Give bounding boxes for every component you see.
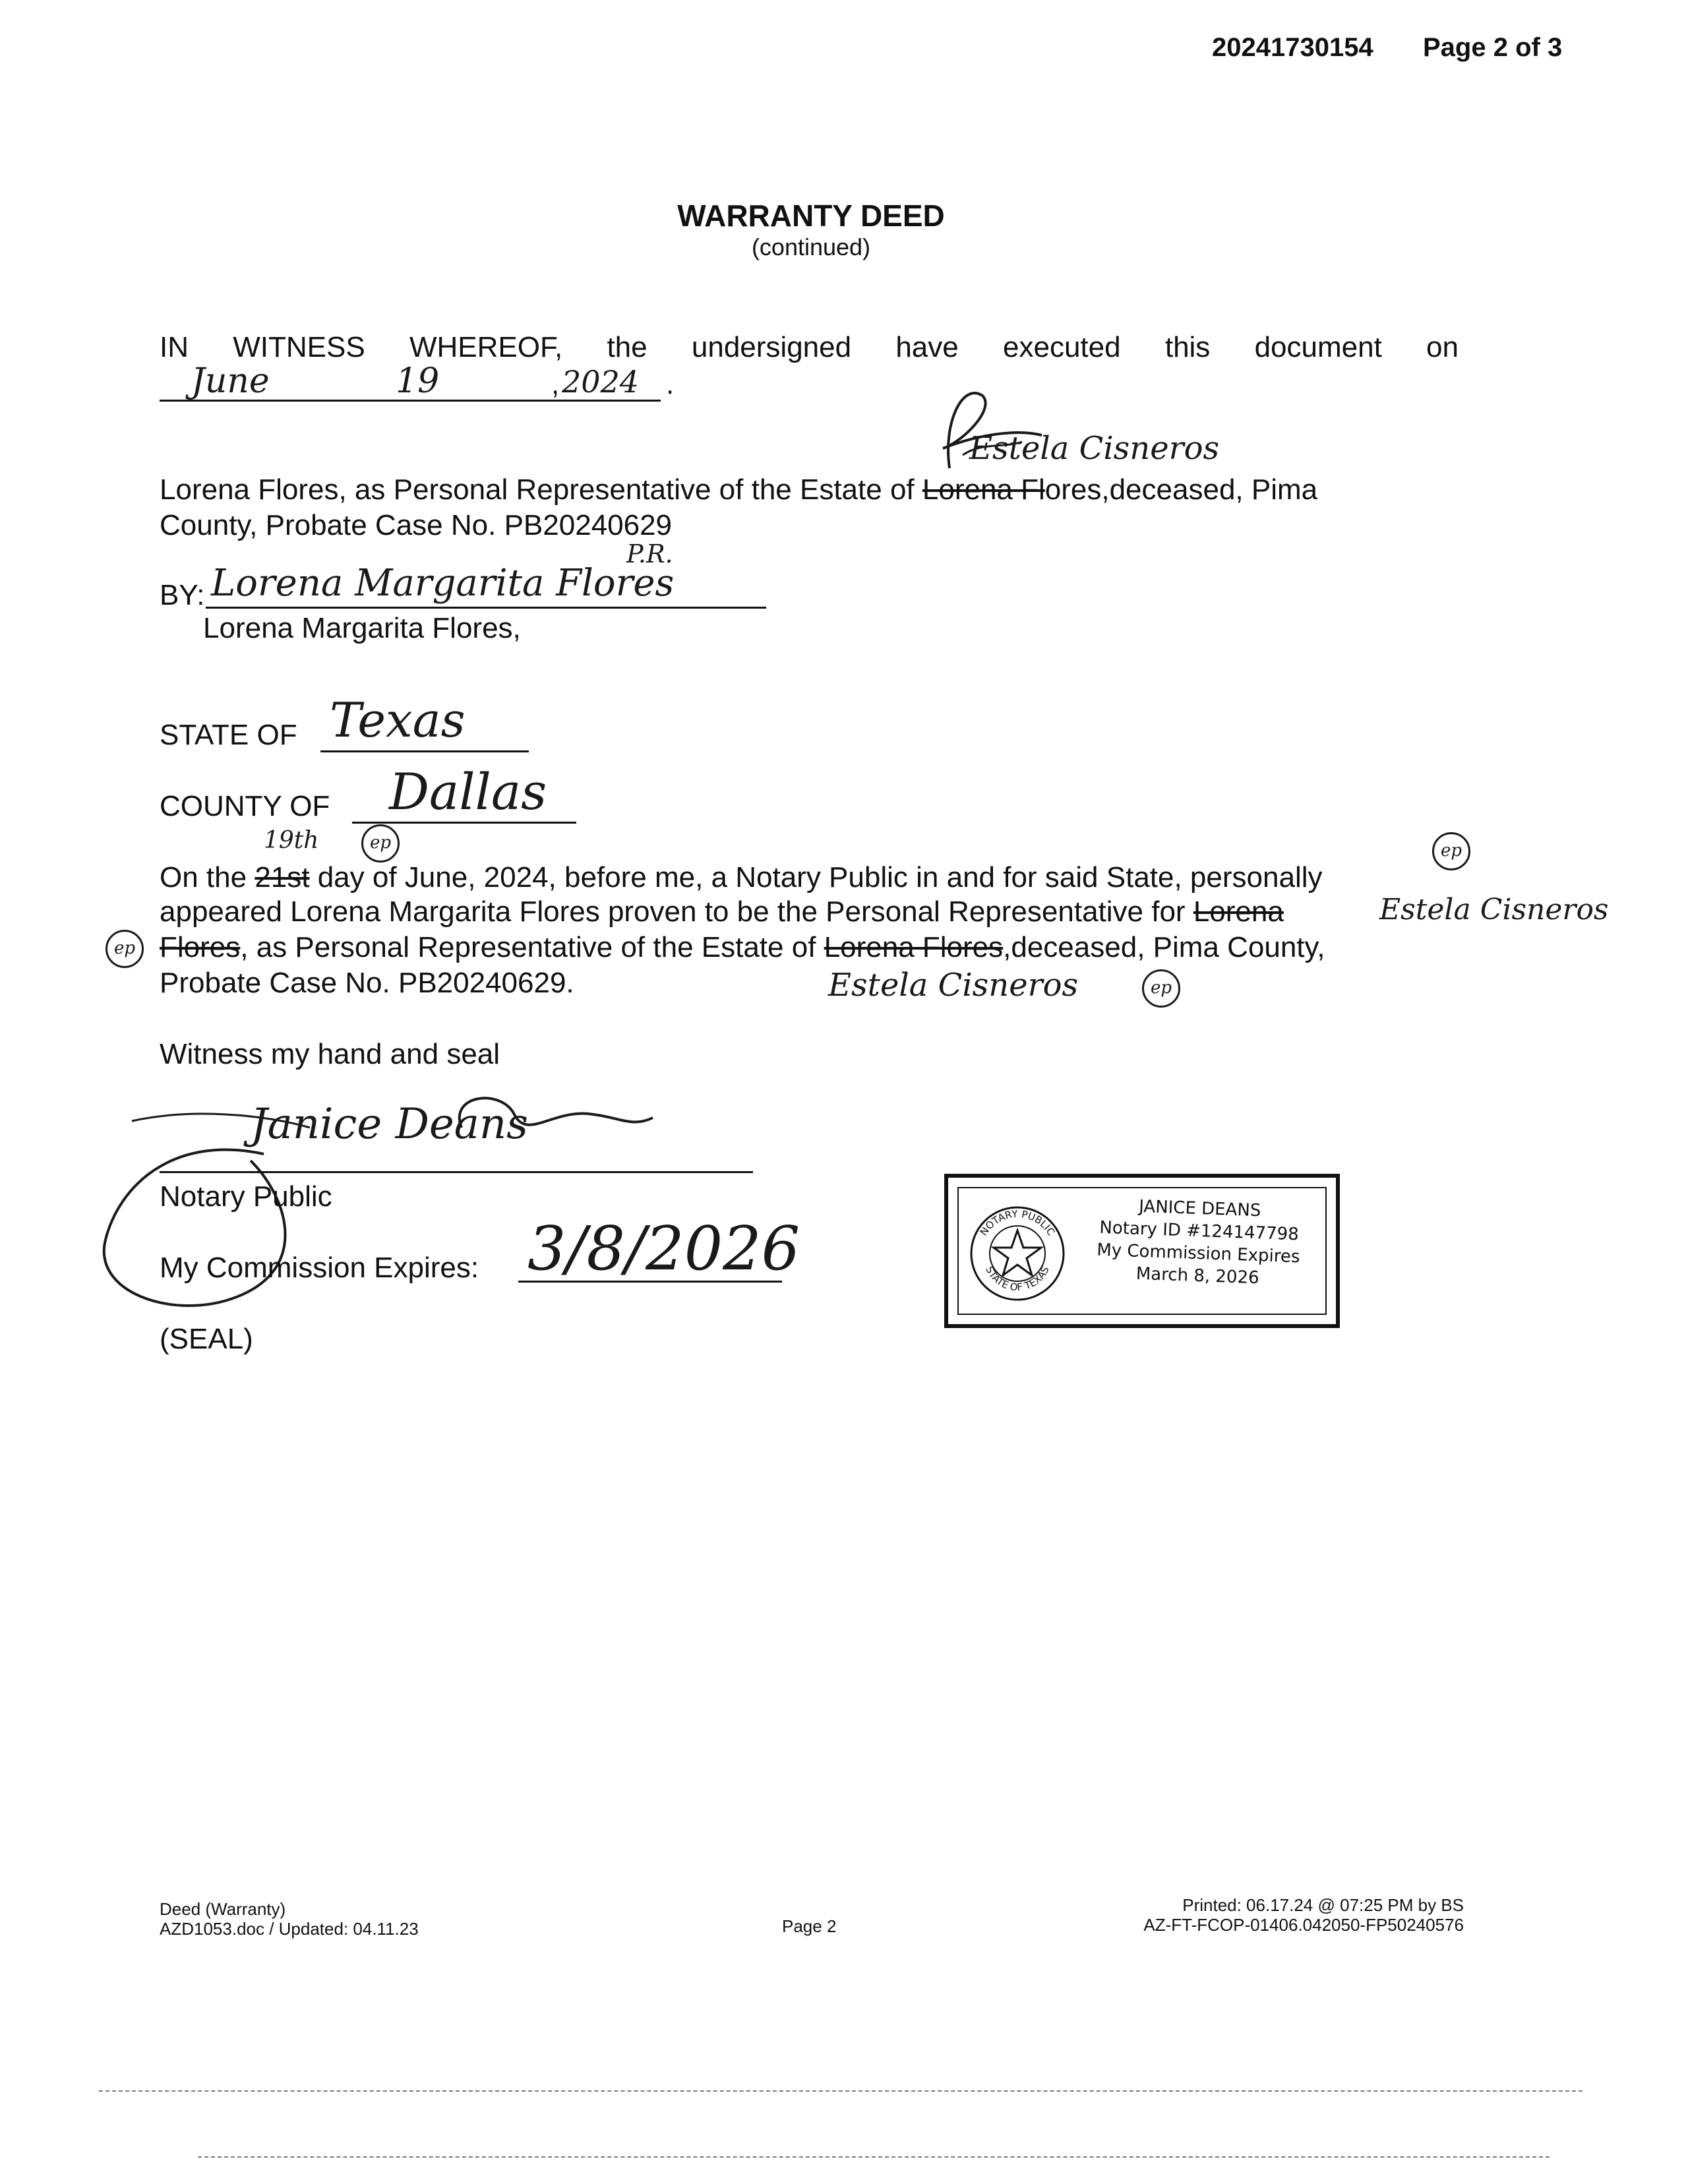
ack-line-1 <box>160 860 1323 895</box>
witness-clause: IN WITNESS WHEREOF, the undersigned have executed this document on <box>160 331 1459 363</box>
rep-line1-suffix: ores,deceased, Pima <box>1044 473 1318 506</box>
ack-line-2 <box>160 894 1284 930</box>
ack-line2-insert: Estela Cisneros <box>1379 893 1609 926</box>
document-subtitle: (continued) <box>751 233 871 260</box>
initials-mark-3: ep <box>106 930 144 968</box>
signer-name: Lorena Margarita Flores, <box>203 612 521 644</box>
ack-line-3 <box>160 930 1325 965</box>
notary-seal-icon <box>968 1204 1067 1303</box>
ack-line3-struck-2: Lorena Flores <box>824 931 1004 963</box>
ack-line1-before: On the <box>160 861 255 894</box>
by-signature-line <box>206 607 766 609</box>
representative-line-1 <box>160 472 1317 508</box>
seal-label: (SEAL) <box>160 1323 253 1355</box>
date-year: 2024 <box>562 364 640 400</box>
initials-mark-2: ep <box>1432 832 1470 870</box>
ack-line1-after: day of June, 2024, before me, a Notary Public in and for said State, personally <box>309 861 1323 894</box>
document-title: WARRANTY DEED <box>677 198 945 233</box>
commission-label: My Commission Expires: <box>160 1252 479 1284</box>
estela-signature-text: Estela Cisneros <box>969 430 1220 467</box>
notary-stamp <box>944 1174 1340 1328</box>
notary-signature-line <box>160 1171 753 1173</box>
notary-public-label: Notary Public <box>160 1180 332 1213</box>
footer-left-1: Deed (Warranty) <box>160 1899 286 1919</box>
state-label: STATE OF <box>160 719 297 751</box>
county-underline <box>352 822 576 824</box>
scan-artifact-line-1 <box>99 2090 1582 2092</box>
date-month: June <box>191 361 270 401</box>
document-number: 20241730154 <box>1212 33 1373 62</box>
stamp-expires-date: March 8, 2026 <box>1135 1263 1260 1289</box>
ack-line3-after: ,deceased, Pima County, <box>1003 931 1325 963</box>
date-day: 19 <box>396 361 440 401</box>
by-signature: Lorena Margarita Flores <box>211 562 675 605</box>
by-pr-mark: P.R. <box>626 539 673 568</box>
ack-line-4: Probate Case No. PB20240629. <box>160 967 574 999</box>
ack-line2-struck: Lorena <box>1193 895 1284 928</box>
state-underline <box>320 750 529 752</box>
by-label: BY: <box>160 579 205 611</box>
ack-line4-insert: Estela Cisneros <box>828 967 1079 1004</box>
rep-line1-prefix: Lorena Flores, as Personal Representative of the Estate of <box>160 473 922 506</box>
ack-line3-mid: , as Personal Representative of the Estate of <box>240 931 824 963</box>
svg-text:STATE OF TEXAS <box>983 1265 1051 1294</box>
initials-mark-4: ep <box>1142 969 1180 1008</box>
footer-right-1: Printed: 06.17.24 @ 07:25 PM by BS <box>1182 1895 1464 1915</box>
rep-line1-struck: Lorena Fl <box>922 473 1045 506</box>
county-value: Dallas <box>389 762 547 821</box>
notary-signature: Janice Deans <box>251 1100 528 1149</box>
page-indicator: Page 2 of 3 <box>1423 33 1563 62</box>
county-label: COUNTY OF <box>160 790 330 822</box>
date-period: . <box>666 368 675 400</box>
initials-mark-1: ep <box>361 824 400 863</box>
seal-bottom-text: STATE OF TEXAS <box>983 1264 1052 1294</box>
stamp-text-block <box>1079 1194 1319 1291</box>
footer-left-2: AZD1053.doc / Updated: 04.11.23 <box>160 1919 419 1939</box>
state-value: Texas <box>330 692 466 748</box>
footer-right-2: AZ-FT-FCOP-01406.042050-FP50240576 <box>1143 1915 1464 1935</box>
date-separator: , <box>551 368 560 400</box>
representative-line-2: County, Probate Case No. PB20240629 <box>160 509 673 541</box>
ack-line2-before: appeared Lorena Margarita Flores proven to be the Personal Representative for <box>160 895 1193 928</box>
ack-line3-struck: Flores <box>160 931 241 963</box>
commission-value: 3/8/2026 <box>528 1213 800 1284</box>
seal-top-text: NOTARY PUBLIC <box>977 1207 1058 1238</box>
ack-line1-struck: 21st <box>255 861 310 894</box>
footer-center: Page 2 <box>782 1916 837 1936</box>
stamp-notary-id: Notary ID #124147798 <box>1099 1217 1300 1245</box>
day-correction: 19th <box>264 827 319 854</box>
stamp-expires-label: My Commission Expires <box>1096 1240 1300 1267</box>
witness-hand-seal: Witness my hand and seal <box>160 1038 500 1070</box>
scan-artifact-line-2 <box>198 2156 1550 2158</box>
stamp-name: JANICE DEANS <box>1138 1196 1261 1221</box>
